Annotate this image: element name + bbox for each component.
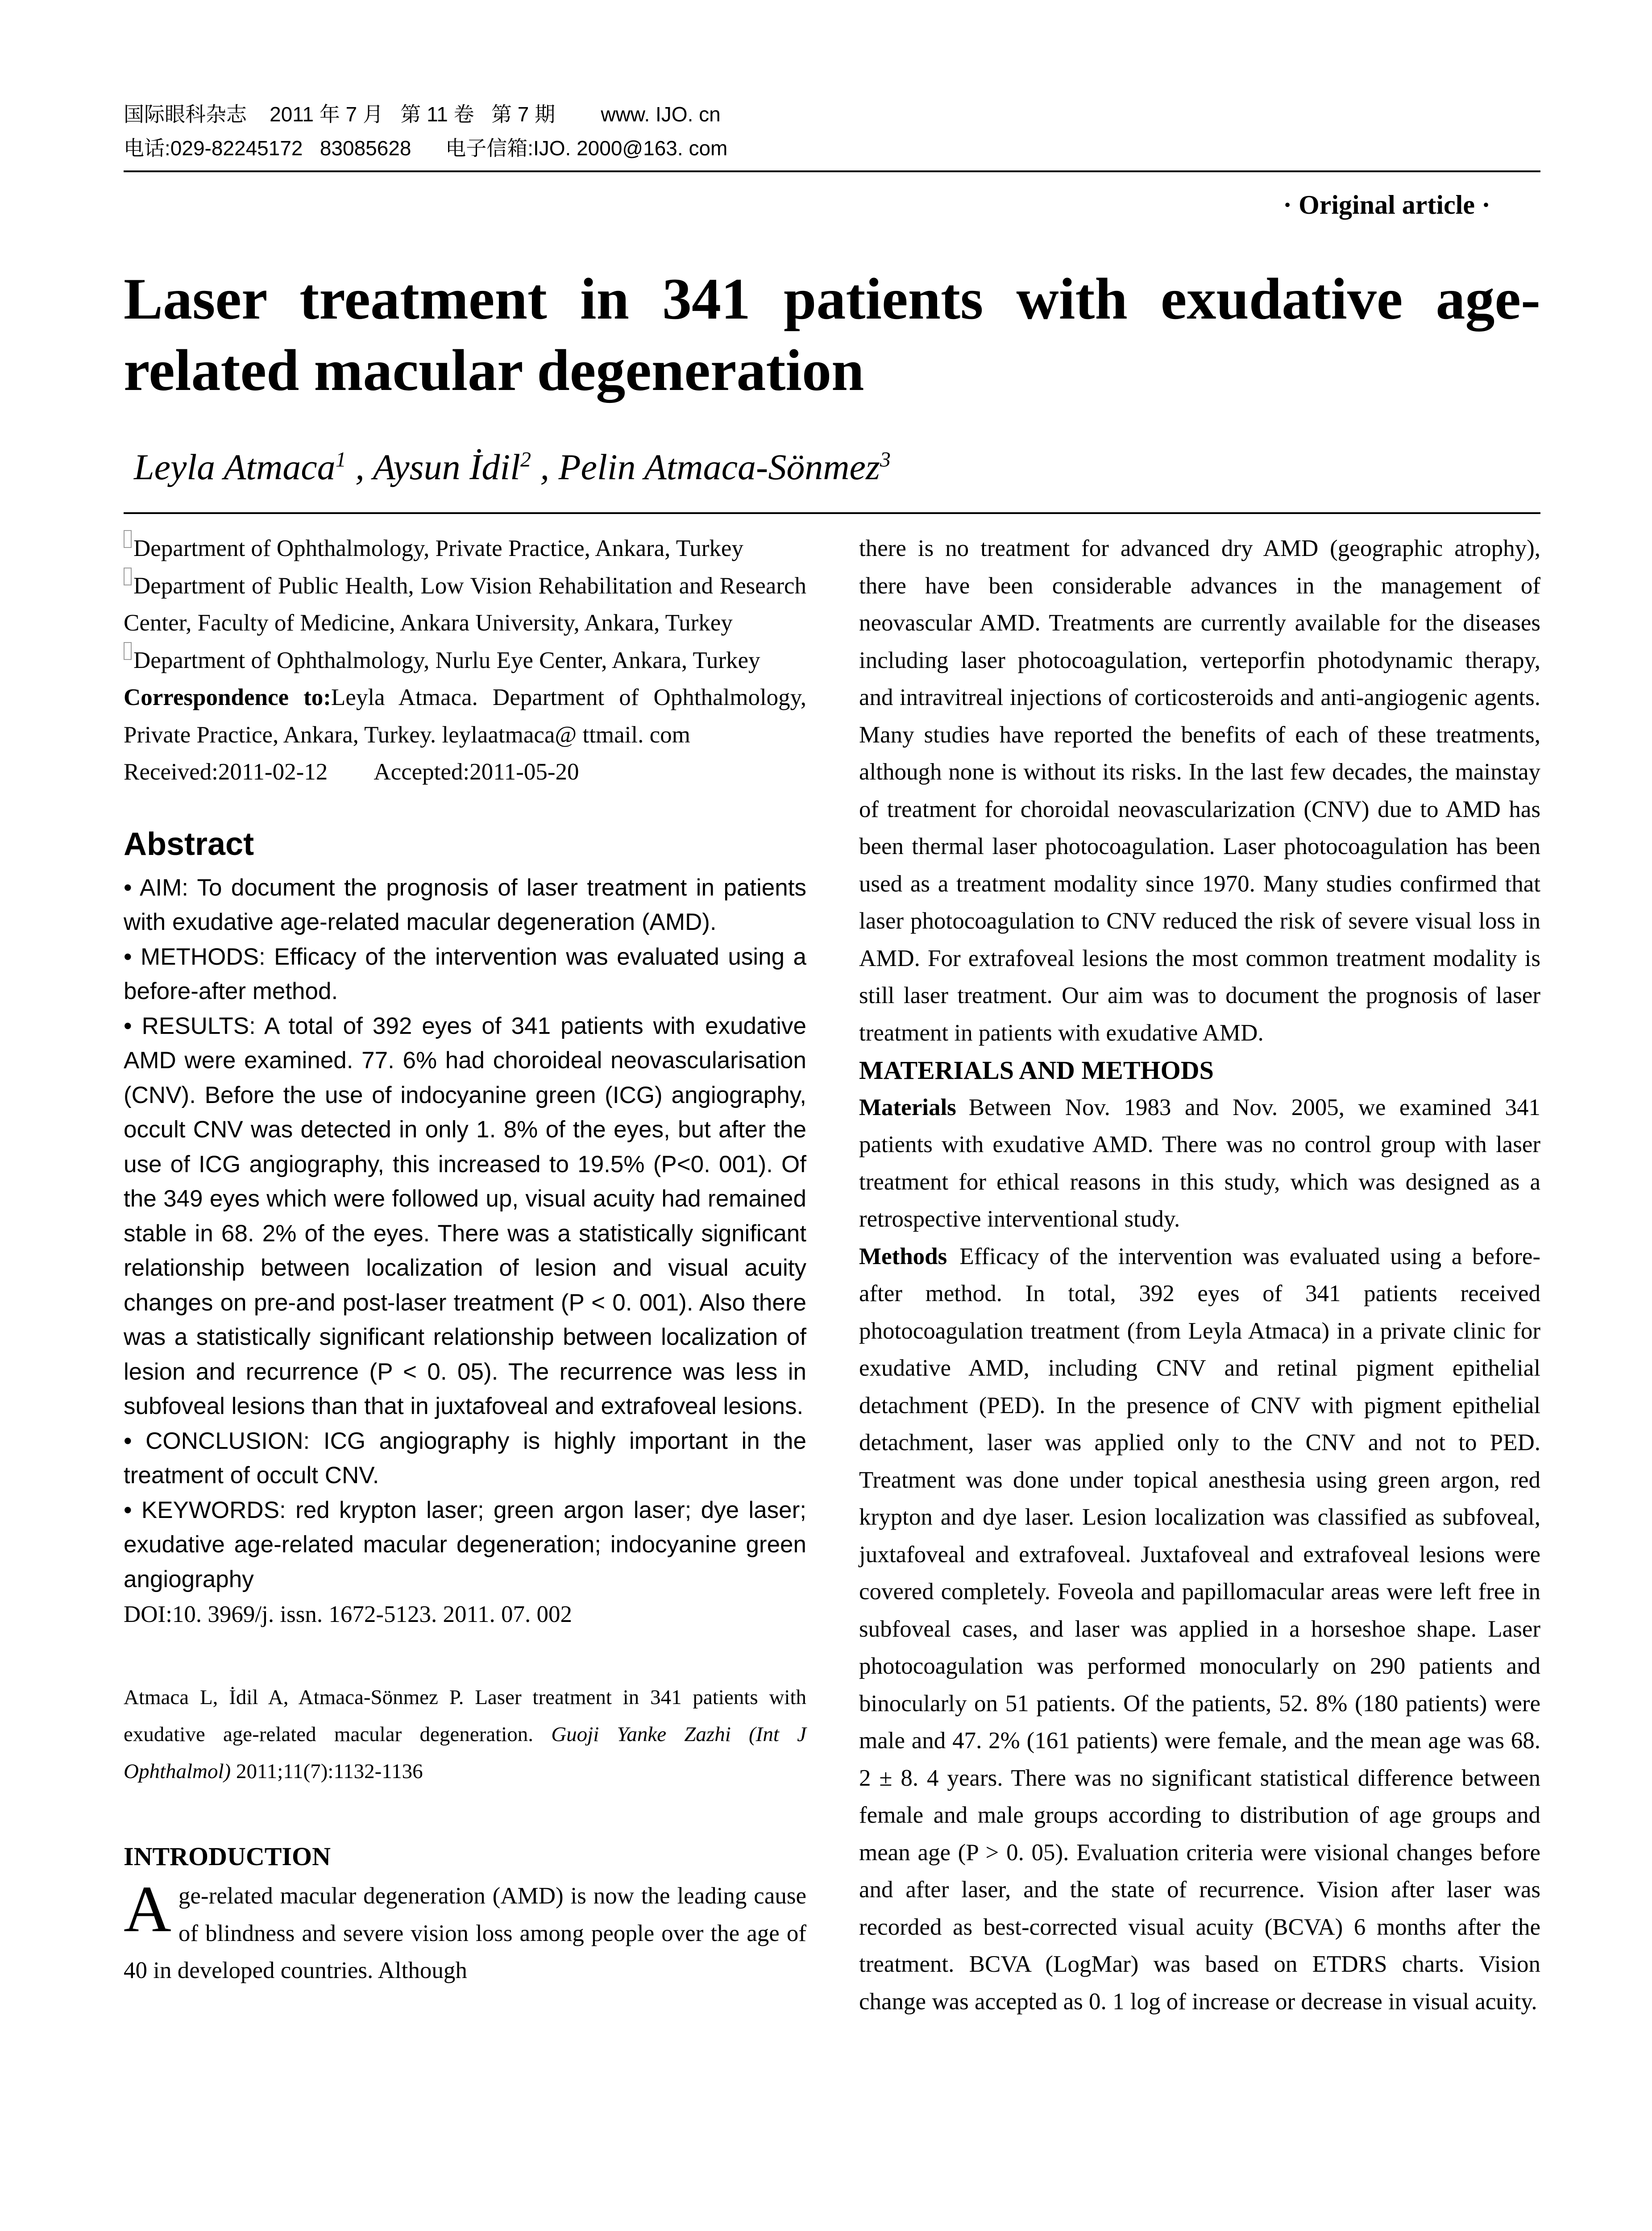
author-name: Leyla Atmaca (134, 447, 336, 487)
accepted-date: Accepted:2011-05-20 (374, 759, 579, 785)
superscript-marker-icon (124, 642, 132, 660)
right-column (859, 530, 1540, 2020)
author-list (134, 446, 1473, 488)
citation-journal: Guoji Yanke Zazhi (Int J Ophthalmol) (124, 1723, 806, 1783)
article-type: · Original article · (1283, 190, 1490, 220)
author-name: Pelin Atmaca-Sönmez (558, 447, 880, 487)
article-title: Laser treatment in 341 patients with exudative age-related macular degeneration (124, 266, 1540, 403)
abstract-aim: • AIM: To document the prognosis of laser treatment in patients with exudative age-related macular degeneration (AMD). (124, 874, 806, 935)
superscript-marker-icon (124, 568, 132, 585)
correspondence-label: Correspondence to: (124, 684, 331, 710)
introduction-continued: there is no treatment for advanced dry AMD (geographic atrophy), there have been considerable advances in the management of neovascular AMD. Treatments are currently available for the diseases including laser photocoagulation, verteporfin photodynamic therapy, and intravitreal injections of corticosteroids and anti-angiogenic agents. Many studies have reported the benefits of each of these treatments, although none is without its risks. In the last few decades, the mainstay of treatment for choroidal neovascularization (CNV) due to AMD has been thermal laser photocoagulation. Laser photocoagulation has been used as a treatment modality since 1970. Many studies confirmed that laser photocoagulation to CNV reduced the risk of severe visual loss in AMD. For extrafoveal lesions the most common treatment modality is still laser treatment. Our aim was to document the prognosis of laser treatment in patients with exudative AMD. (859, 535, 1540, 1046)
introduction-paragraph (124, 1873, 806, 1990)
abstract-methods: • METHODS: Efficacy of the intervention was evaluated using a before-after method. (124, 943, 806, 1004)
methods-paragraph: Methods Efficacy of the intervention was evaluated using a before-after method. In total, 392 eyes of 341 patients received photocoagulation treatment (from Leyla Atmaca) in a private clinic for exudative AMD, including CNV and retinal pigment epithelial detachment (PED). In the presence of CNV with pigment epithelial detachment, laser was applied only to the CNV and not to PED. Treatment was done under topical anesthesia using green argon, red krypton and dye laser. Lesion localization was classified as subfoveal, juxtafoveal and extrafoveal. Juxtafoveal and extrafoveal lesions were covered completely. Foveola and papillomacular areas were left free in subfoveal cases, and laser was applied in a horseshoe shape. Laser photocoagulation was performed monocularly on 290 patients and binocularly on 51 patients. Of the patients, 52. 8% (180 patients) were male and 47. 2% (161 patients) were female, and the mean age was 68. 2 ± 8. 4 years. There was no significant statistical difference between female and male groups according to distribution of age groups and mean age (P > 0. 05). Evaluation criteria were visional changes before and after laser, and the state of recurrence. Vision after laser was recorded as best-corrected visual acuity (BCVA) 6 months after the treatment. BCVA (LogMar) was based on ETDRS charts. Vision change was accepted as 0. 1 log of increase or decrease in visual acuity. (859, 1243, 1540, 2015)
materials-paragraph: Materials Between Nov. 1983 and Nov. 2005, we examined 341 patients with exudative AMD. There was no control group with laser treatment for ethical reasons in this study, which was designed as a retrospective interventional study. (859, 1094, 1540, 1232)
header-divider (124, 170, 1540, 172)
materials-subheading: Materials (859, 1094, 956, 1120)
abstract-heading: Abstract (124, 826, 254, 862)
journal-header-line2: 电话:029-82245172 83085628 电子信箱:IJO. 2000@163. com (124, 137, 728, 160)
materials-methods-heading: MATERIALS AND METHODS (859, 1056, 1214, 1085)
introduction-heading: INTRODUCTION (124, 1842, 331, 1871)
author-superscript: 1 (335, 448, 346, 472)
journal-header (124, 97, 1552, 165)
correspondence (124, 679, 806, 754)
doi: DOI:10. 3969/j. issn. 1672-5123. 2011. 07. 002 (124, 1601, 573, 1627)
author-separator: , (346, 447, 373, 487)
author-superscript: 2 (520, 448, 531, 472)
correspondence-text: Leyla Atmaca. Department of Ophthalmology, Private Practice, Ankara, Turkey. leylaatmaca@ ttmail. com (124, 684, 806, 748)
affiliation: Department of Ophthalmology, Private Practice, Ankara, Turkey (124, 530, 806, 568)
received-date: Received:2011-02-12 (124, 759, 328, 785)
journal-header-line1: 国际眼科杂志 2011 年 7 月 第 11 卷 第 7 期 www. IJO. cn (124, 103, 721, 126)
drop-cap: A (124, 1873, 171, 1946)
left-column (124, 530, 806, 1990)
superscript-marker-icon (124, 530, 132, 548)
author-divider (124, 512, 1540, 514)
abstract-results: • RESULTS: A total of 392 eyes of 341 patients with exudative AMD were examined. 77. 6% had choroideal neovascularisation (CNV). Before the use of indocyanine green (ICG) angiography, occult CNV was detected in only 1. 8% of the eyes, but after the use of ICG angiography, this increased to 19.5% (P<0. 001). Of the 349 eyes which were followed up, visual acuity had remained stable in 68. 2% of the eyes. There was a statistically significant relationship between localization of lesion and visual acuity changes on pre-and post-laser treatment (P < 0. 001). Also there was a statistically significant relationship between localization of lesion and recurrence (P < 0. 05). The recurrence was less in subfoveal lesions than that in juxtafoveal and extrafoveal lesions. (124, 1012, 806, 1419)
author-superscript: 3 (880, 448, 891, 472)
author-separator: , (531, 447, 559, 487)
received-accepted-dates (124, 754, 806, 791)
methods-subheading: Methods (859, 1243, 947, 1269)
affiliation: Department of Public Health, Low Vision Rehabilitation and Research Center, Faculty of Medicine, Ankara University, Ankara, Turkey (124, 568, 806, 642)
citation: Atmaca L, İdil A, Atmaca-Sönmez P. Laser treatment in 341 patients with exudative age-related macular degeneration. Guoji Yanke Zazhi (Int J Ophthalmol) 2011;11(7):1132-1136 (124, 1686, 806, 1783)
affiliation: Department of Ophthalmology, Nurlu Eye Center, Ankara, Turkey (124, 642, 806, 680)
author-name: Aysun İdil (373, 447, 520, 487)
abstract-keywords: • KEYWORDS: red krypton laser; green argon laser; dye laser; exudative age-related macular degeneration; indocyanine green angiography (124, 1497, 806, 1592)
abstract-conclusion: • CONCLUSION: ICG angiography is highly important in the treatment of occult CNV. (124, 1427, 806, 1489)
introduction-text: ge-related macular degeneration (AMD) is now the leading cause of blindness and severe vision loss among people over the age of 40 in developed countries. Although (124, 1883, 806, 1983)
